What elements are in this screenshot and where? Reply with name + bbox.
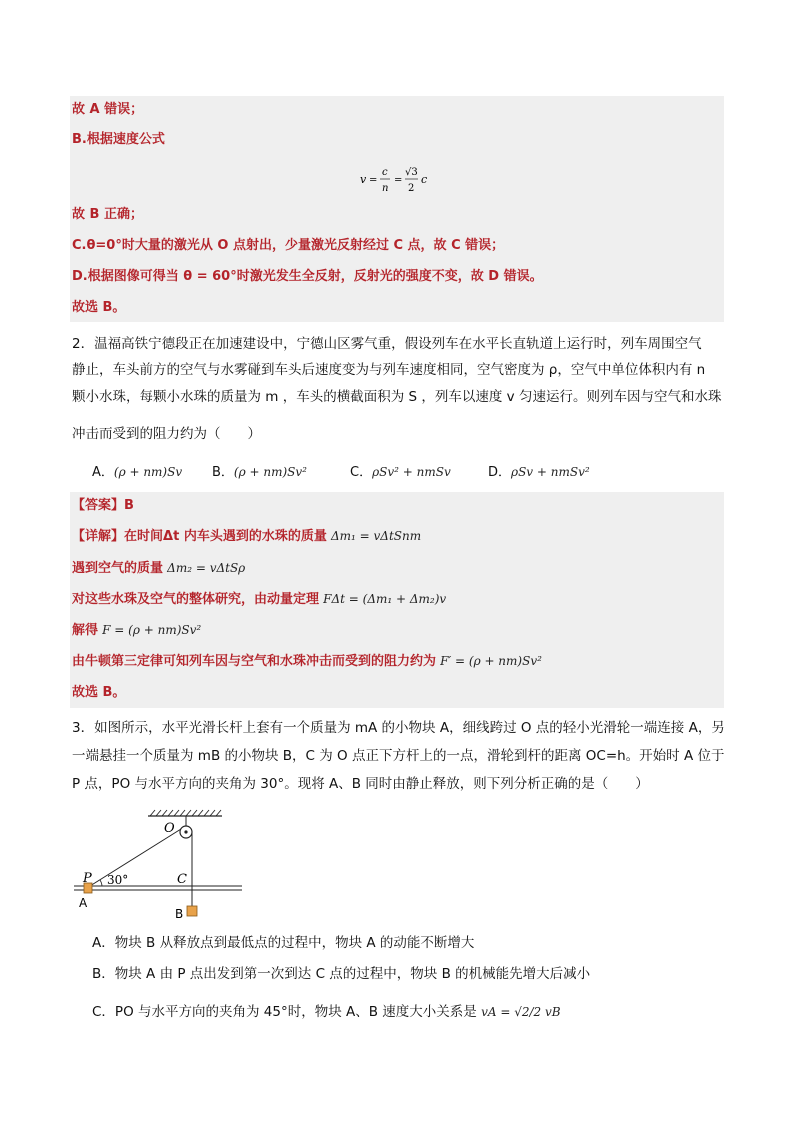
- speed-formula-svg: [358, 162, 438, 198]
- fig-label-angle: 30°: [107, 873, 129, 887]
- q2-option-b-label: B．: [212, 465, 234, 480]
- q2-option-d-text: ρSv + nmSv²: [511, 465, 590, 479]
- q2-option-d: [488, 461, 590, 480]
- sol2-detail-line: [72, 527, 421, 546]
- q2-line-1: 2．温福高铁宁德段正在加速建设中，宁德山区雾气重，假设列车在水平长直轨道上运行时，列车周围空气: [72, 336, 702, 352]
- sol2-solve-formula: F = (ρ + nm)Sv²: [102, 623, 202, 637]
- sol1-choose: 故选 B。: [72, 300, 126, 315]
- fig-label-b: B: [175, 907, 184, 920]
- sol2-solve-line: [72, 621, 201, 640]
- sol2-newton-line: [72, 652, 542, 671]
- sol2-air-text: 遇到空气的质量: [72, 561, 164, 576]
- q2-line-4: 冲击而受到的阻力约为（ ）: [72, 426, 261, 442]
- sol2-momentum-formula: FΔt = (Δm₁ + Δm₂)v: [323, 592, 447, 606]
- svg-text:2: 2: [408, 183, 415, 194]
- sol2-choose: 故选 B。: [72, 685, 126, 700]
- sol2-detail-label: 【详解】: [72, 529, 125, 544]
- sol1-speed-formula: [358, 162, 438, 198]
- svg-text:√3: √3: [405, 167, 418, 178]
- fig-label-c: C: [177, 872, 187, 887]
- sol2-detail-formula: Δm₁ = vΔtSnm: [330, 529, 422, 543]
- q2-option-b-text: (ρ + nm)Sv²: [233, 465, 307, 479]
- q3-option-b: B．物块 A 由 P 点出发到第一次到达 C 点的过程中，物块 B 的机械能先增大后减小: [92, 966, 591, 982]
- sol2-newton-text: 由牛顿第三定律可知列车因与空气和水珠冲击而受到的阻力约为: [72, 654, 437, 669]
- q3-option-c-line: [92, 1002, 561, 1022]
- sol2-air-line: [72, 559, 245, 578]
- q3-line-1: 3．如图所示，水平光滑长杆上套有一个质量为 mA 的小物块 A，细线跨过 O 点的轻小光滑轮一端连接 A，另: [72, 720, 725, 736]
- q2-line-2: 静止，车头前方的空气与水雾碰到车头后速度变为与列车速度相同，空气密度为 ρ，空气中单位体积内有 n: [72, 362, 706, 378]
- svg-text:c: c: [421, 173, 428, 186]
- fig-label-o: O: [164, 821, 175, 836]
- q2-line-3: 颗小水珠，每颗小水珠的质量为 m ，车头的横截面积为 S ，列车以速度 v 匀速运行。则列车因与空气和水珠: [72, 389, 722, 405]
- sol2-solve-text: 解得: [72, 623, 99, 638]
- q2-option-a: [92, 461, 182, 480]
- sol1-c-text: C.θ=0°时大量的激光从 O 点射出，少量激光反射经过 C 点，故 C 错误；: [72, 238, 505, 253]
- svg-text:c: c: [382, 167, 388, 178]
- sol1-b-intro: B.根据速度公式: [72, 132, 165, 147]
- q3-line-3: P 点，PO 与水平方向的夹角为 30°。现将 A、B 同时由静止释放，则下列分析正确的是（ ）: [72, 776, 649, 792]
- sol1-d-text: D.根据图像可得当 θ = 60°时激光发生全反射，反射光的强度不变，故 D 错误。: [72, 269, 543, 284]
- fig-label-p: P: [83, 871, 92, 886]
- svg-text:v: v: [360, 173, 367, 186]
- sol2-detail-text: 在时间Δt 内车头遇到的水珠的质量: [124, 529, 327, 544]
- q3-option-a: A．物块 B 从释放点到最低点的过程中，物块 A 的动能不断增大: [92, 935, 475, 951]
- sol2-momentum-text: 对这些水珠及空气的整体研究，由动量定理: [72, 592, 320, 607]
- sol1-b-correct: 故 B 正确；: [72, 207, 143, 222]
- q3-line-2: 一端悬挂一个质量为 mB 的小物块 B，C 为 O 点正下方杆上的一点，滑轮到杆的距离 OC=h。开始时 A 位于: [72, 748, 725, 764]
- q3-option-c-formula: vA = √2/2 vB: [481, 1005, 561, 1019]
- q3-figure: [70, 808, 250, 920]
- sol2-air-formula: Δm₂ = vΔtSρ: [167, 561, 246, 575]
- sol2-momentum-line: [72, 590, 446, 609]
- q2-option-a-text: (ρ + nm)Sv: [113, 465, 183, 479]
- svg-text:n: n: [382, 183, 389, 194]
- pulley-diagram-svg: [70, 808, 250, 920]
- sol2-answer: 【答案】B: [72, 498, 134, 513]
- q3-option-c: C．PO 与水平方向的夹角为 45°时，物块 A、B 速度大小关系是: [92, 1004, 477, 1020]
- sol2-newton-formula: F′ = (ρ + nm)Sv²: [440, 654, 542, 668]
- q2-option-c: [350, 461, 451, 480]
- q2-option-d-label: D．: [488, 465, 512, 480]
- q2-option-b: [212, 461, 307, 480]
- fig-label-a: A: [79, 896, 88, 910]
- q2-option-c-label: C．: [350, 465, 373, 480]
- q2-option-c-text: ρSv² + nmSv: [372, 465, 451, 479]
- sol1-a-wrong: 故 A 错误；: [72, 102, 144, 117]
- svg-text:=: =: [394, 175, 403, 186]
- svg-text:=: =: [369, 175, 378, 186]
- q2-option-a-label: A．: [92, 465, 114, 480]
- solution-1-background: [70, 96, 724, 322]
